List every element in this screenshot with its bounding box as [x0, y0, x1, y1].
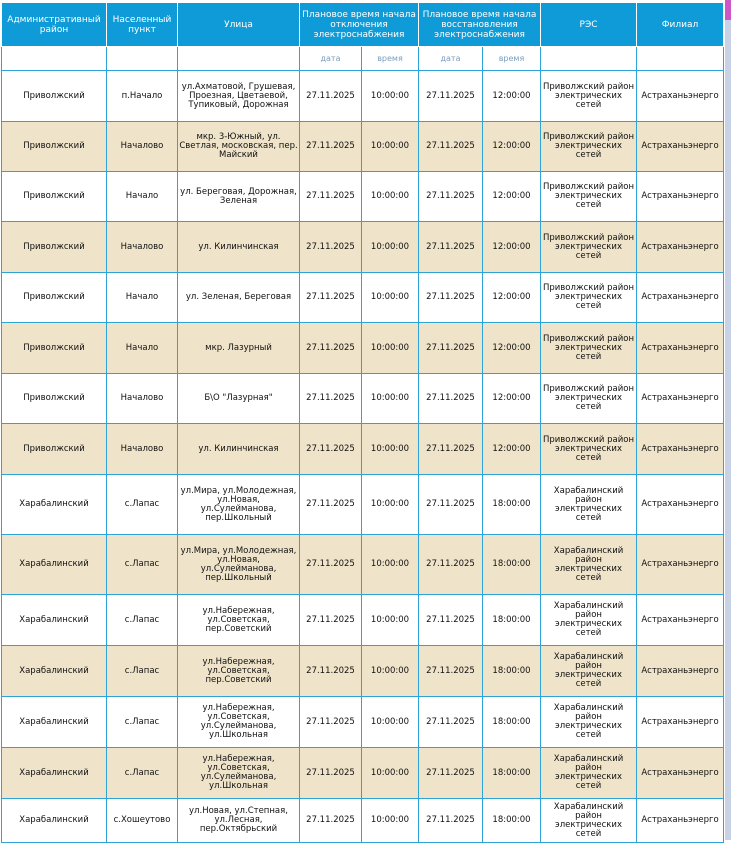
- cell-locality: Начало: [107, 273, 178, 323]
- cell-locality: п.Начало: [107, 71, 178, 122]
- cell-res: Приволжский район электрических сетей: [541, 273, 637, 323]
- header-locality: Населенный пункт: [107, 3, 178, 47]
- cell-locality: с.Лапас: [107, 697, 178, 748]
- table-row: [2, 374, 724, 424]
- cell-street: ул.Набережная, ул.Советская, ул.Сулейманова, ул.Школьная: [178, 697, 300, 748]
- header-res: РЭС: [541, 3, 637, 47]
- cell-street: мкр. 3-Южный, ул. Светлая, московская, пер. Майский: [178, 122, 300, 172]
- cell-off-date: 27.11.2025: [300, 595, 362, 646]
- cell-off-date: 27.11.2025: [300, 646, 362, 697]
- cell-off-date: 27.11.2025: [300, 697, 362, 748]
- table-body: [2, 71, 724, 843]
- cell-res: Приволжский район электрических сетей: [541, 424, 637, 475]
- cell-off-time: 10:00:00: [362, 595, 419, 646]
- cell-on-time: 18:00:00: [483, 475, 541, 535]
- cell-district: Приволжский: [2, 374, 107, 424]
- header-on-time: Плановое время начала восстановления электроснабжения: [419, 3, 541, 47]
- cell-res: Харабалинский район электрических сетей: [541, 748, 637, 799]
- cell-off-date: 27.11.2025: [300, 424, 362, 475]
- cell-branch: Астраханьэнерго: [637, 646, 724, 697]
- cell-on-time: 18:00:00: [483, 646, 541, 697]
- cell-res: Харабалинский район электрических сетей: [541, 697, 637, 748]
- cell-on-time: 12:00:00: [483, 71, 541, 122]
- cell-street: ул. Береговая, Дорожная, Зеленая: [178, 172, 300, 222]
- cell-street: мкр. Лазурный: [178, 323, 300, 374]
- cell-locality: Началово: [107, 424, 178, 475]
- cell-off-time: 10:00:00: [362, 122, 419, 172]
- cell-branch: Астраханьэнерго: [637, 323, 724, 374]
- header-branch: Филиал: [637, 3, 724, 47]
- cell-branch: Астраханьэнерго: [637, 799, 724, 843]
- cell-on-date: 27.11.2025: [419, 799, 483, 843]
- cell-branch: Астраханьэнерго: [637, 535, 724, 595]
- cell-res: Харабалинский район электрических сетей: [541, 595, 637, 646]
- cell-on-time: 12:00:00: [483, 273, 541, 323]
- cell-off-time: 10:00:00: [362, 323, 419, 374]
- cell-district: Харабалинский: [2, 748, 107, 799]
- cell-district: Приволжский: [2, 172, 107, 222]
- cell-res: Приволжский район электрических сетей: [541, 172, 637, 222]
- cell-on-time: 18:00:00: [483, 697, 541, 748]
- cell-off-time: 10:00:00: [362, 71, 419, 122]
- cell-res: Харабалинский район электрических сетей: [541, 475, 637, 535]
- cell-locality: с.Лапас: [107, 595, 178, 646]
- cell-branch: Астраханьэнерго: [637, 71, 724, 122]
- cell-street: ул. Килинчинская: [178, 424, 300, 475]
- cell-off-time: 10:00:00: [362, 222, 419, 273]
- cell-locality: Началово: [107, 122, 178, 172]
- cell-res: Харабалинский район электрических сетей: [541, 535, 637, 595]
- cell-off-date: 27.11.2025: [300, 122, 362, 172]
- cell-res: Приволжский район электрических сетей: [541, 71, 637, 122]
- cell-off-date: 27.11.2025: [300, 799, 362, 843]
- cell-off-date: 27.11.2025: [300, 748, 362, 799]
- cell-on-time: 18:00:00: [483, 535, 541, 595]
- table-row: [2, 595, 724, 646]
- cell-on-date: 27.11.2025: [419, 748, 483, 799]
- cell-branch: Астраханьэнерго: [637, 697, 724, 748]
- cell-on-date: 27.11.2025: [419, 595, 483, 646]
- cell-district: Приволжский: [2, 424, 107, 475]
- cell-district: Харабалинский: [2, 799, 107, 843]
- cell-off-time: 10:00:00: [362, 535, 419, 595]
- cell-street: ул.Набережная, ул.Советская, пер.Советский: [178, 646, 300, 697]
- cell-off-time: 10:00:00: [362, 646, 419, 697]
- cell-on-date: 27.11.2025: [419, 646, 483, 697]
- cell-off-time: 10:00:00: [362, 374, 419, 424]
- cell-off-date: 27.11.2025: [300, 71, 362, 122]
- table-row: [2, 475, 724, 535]
- cell-res: Харабалинский район электрических сетей: [541, 799, 637, 843]
- cell-branch: Астраханьэнерго: [637, 122, 724, 172]
- table-row: [2, 748, 724, 799]
- cell-locality: Началово: [107, 222, 178, 273]
- table-row: [2, 273, 724, 323]
- subheader-blank: [637, 47, 724, 71]
- cell-branch: Астраханьэнерго: [637, 273, 724, 323]
- cell-off-time: 10:00:00: [362, 475, 419, 535]
- subheader-off-date: дата: [300, 47, 362, 71]
- cell-district: Харабалинский: [2, 697, 107, 748]
- cell-off-time: 10:00:00: [362, 273, 419, 323]
- table-row: [2, 646, 724, 697]
- cell-on-time: 12:00:00: [483, 122, 541, 172]
- cell-on-time: 12:00:00: [483, 222, 541, 273]
- cell-on-date: 27.11.2025: [419, 475, 483, 535]
- cell-on-date: 27.11.2025: [419, 424, 483, 475]
- table-row: [2, 323, 724, 374]
- cell-locality: Начало: [107, 172, 178, 222]
- subheader-on-date: дата: [419, 47, 483, 71]
- cell-street: ул.Мира, ул.Молодежная, ул.Новая, ул.Сулейманова, пер.Школьный: [178, 535, 300, 595]
- cell-district: Приволжский: [2, 71, 107, 122]
- cell-locality: с.Лапас: [107, 646, 178, 697]
- cell-off-date: 27.11.2025: [300, 172, 362, 222]
- table-row: [2, 799, 724, 843]
- scrollbar-thumb[interactable]: [725, 0, 731, 20]
- cell-off-date: 27.11.2025: [300, 535, 362, 595]
- subheader-blank: [178, 47, 300, 71]
- cell-district: Приволжский: [2, 323, 107, 374]
- cell-on-date: 27.11.2025: [419, 535, 483, 595]
- cell-locality: с.Лапас: [107, 748, 178, 799]
- cell-on-time: 12:00:00: [483, 374, 541, 424]
- table-row: [2, 71, 724, 122]
- cell-off-time: 10:00:00: [362, 799, 419, 843]
- cell-on-time: 12:00:00: [483, 424, 541, 475]
- cell-branch: Астраханьэнерго: [637, 172, 724, 222]
- cell-on-time: 12:00:00: [483, 172, 541, 222]
- subheader-on-time: время: [483, 47, 541, 71]
- cell-branch: Астраханьэнерго: [637, 748, 724, 799]
- cell-branch: Астраханьэнерго: [637, 374, 724, 424]
- cell-on-date: 27.11.2025: [419, 273, 483, 323]
- cell-on-date: 27.11.2025: [419, 323, 483, 374]
- cell-on-date: 27.11.2025: [419, 222, 483, 273]
- cell-on-date: 27.11.2025: [419, 122, 483, 172]
- cell-locality: с.Лапас: [107, 535, 178, 595]
- cell-street: ул.Ахматовой, Грушевая, Проезная, Цветаевой, Тупиковый, Дорожная: [178, 71, 300, 122]
- cell-on-date: 27.11.2025: [419, 697, 483, 748]
- cell-district: Харабалинский: [2, 535, 107, 595]
- cell-off-time: 10:00:00: [362, 172, 419, 222]
- subheader-row: [2, 47, 724, 71]
- cell-street: ул.Набережная, ул.Советская, пер.Советский: [178, 595, 300, 646]
- cell-on-date: 27.11.2025: [419, 71, 483, 122]
- table-row: [2, 222, 724, 273]
- cell-res: Харабалинский район электрических сетей: [541, 646, 637, 697]
- cell-district: Приволжский: [2, 222, 107, 273]
- cell-district: Харабалинский: [2, 595, 107, 646]
- header-off-time: Плановое время начала отключения электроснабжения: [300, 3, 419, 47]
- cell-district: Харабалинский: [2, 646, 107, 697]
- table-row: [2, 697, 724, 748]
- header-street: Улица: [178, 3, 300, 47]
- cell-off-date: 27.11.2025: [300, 222, 362, 273]
- cell-on-time: 18:00:00: [483, 595, 541, 646]
- cell-off-date: 27.11.2025: [300, 374, 362, 424]
- cell-off-time: 10:00:00: [362, 697, 419, 748]
- outage-table: [1, 2, 724, 843]
- cell-off-date: 27.11.2025: [300, 323, 362, 374]
- cell-off-time: 10:00:00: [362, 748, 419, 799]
- cell-branch: Астраханьэнерго: [637, 475, 724, 535]
- header-district: Административный район: [2, 3, 107, 47]
- cell-locality: Начало: [107, 323, 178, 374]
- cell-res: Приволжский район электрических сетей: [541, 374, 637, 424]
- cell-street: ул.Мира, ул.Молодежная, ул.Новая, ул.Сулейманова, пер.Школьный: [178, 475, 300, 535]
- header-row: [2, 3, 724, 47]
- subheader-blank: [107, 47, 178, 71]
- cell-res: Приволжский район электрических сетей: [541, 323, 637, 374]
- table-row: [2, 172, 724, 222]
- table-row: [2, 535, 724, 595]
- cell-on-time: 18:00:00: [483, 799, 541, 843]
- cell-street: ул. Зеленая, Береговая: [178, 273, 300, 323]
- subheader-blank: [541, 47, 637, 71]
- cell-locality: с.Хошеутово: [107, 799, 178, 843]
- cell-branch: Астраханьэнерго: [637, 222, 724, 273]
- subheader-blank: [2, 47, 107, 71]
- subheader-off-time: время: [362, 47, 419, 71]
- cell-on-date: 27.11.2025: [419, 172, 483, 222]
- cell-branch: Астраханьэнерго: [637, 595, 724, 646]
- cell-street: Б\О "Лазурная": [178, 374, 300, 424]
- cell-street: ул.Новая, ул.Степная, ул.Лесная, пер.Октябрьский: [178, 799, 300, 843]
- table-row: [2, 424, 724, 475]
- cell-street: ул. Килинчинская: [178, 222, 300, 273]
- cell-street: ул.Набережная, ул.Советская, ул.Сулейманова, ул.Школьная: [178, 748, 300, 799]
- cell-on-time: 18:00:00: [483, 748, 541, 799]
- cell-on-time: 12:00:00: [483, 323, 541, 374]
- cell-res: Приволжский район электрических сетей: [541, 122, 637, 172]
- cell-locality: Началово: [107, 374, 178, 424]
- cell-off-time: 10:00:00: [362, 424, 419, 475]
- cell-locality: с.Лапас: [107, 475, 178, 535]
- scrollbar[interactable]: [725, 0, 731, 840]
- cell-district: Приволжский: [2, 273, 107, 323]
- cell-on-date: 27.11.2025: [419, 374, 483, 424]
- cell-district: Харабалинский: [2, 475, 107, 535]
- cell-off-date: 27.11.2025: [300, 273, 362, 323]
- cell-district: Приволжский: [2, 122, 107, 172]
- cell-res: Приволжский район электрических сетей: [541, 222, 637, 273]
- cell-off-date: 27.11.2025: [300, 475, 362, 535]
- table-row: [2, 122, 724, 172]
- cell-branch: Астраханьэнерго: [637, 424, 724, 475]
